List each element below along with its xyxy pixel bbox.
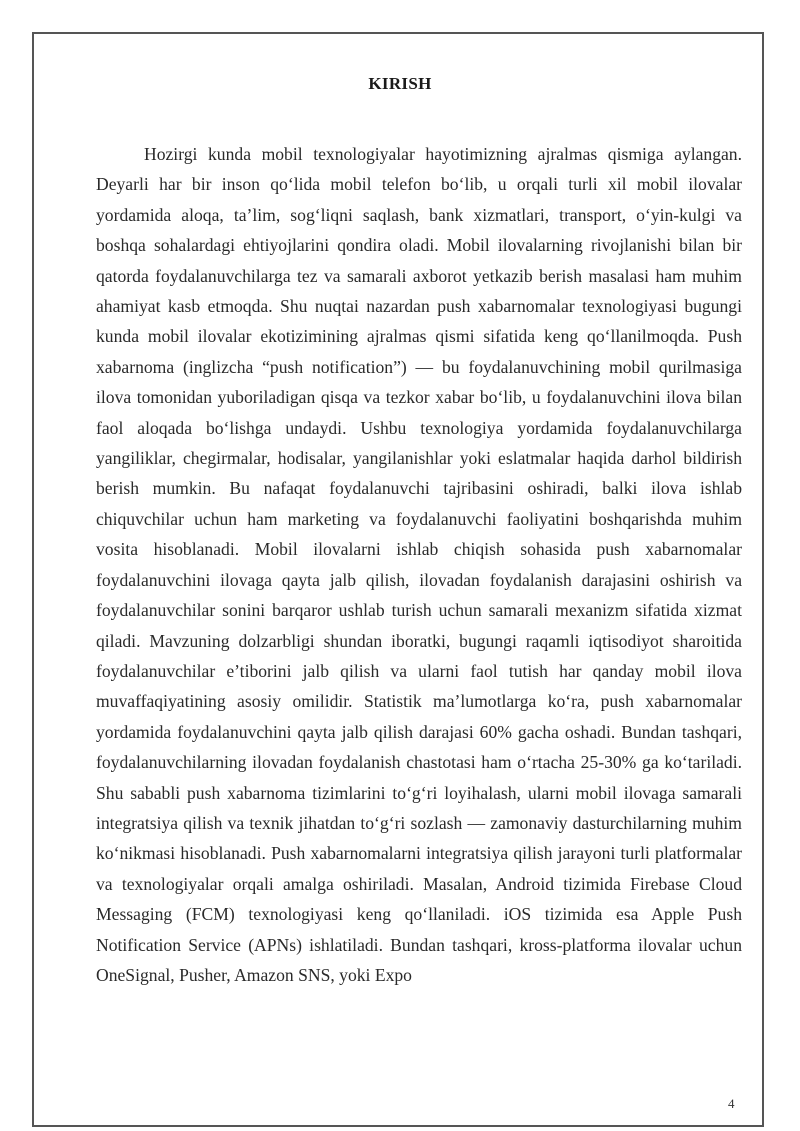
page-title: KIRISH — [368, 74, 432, 93]
body-paragraph: Hozirgi kunda mobil texnologiyalar hayotimizning ajralmas qismiga aylangan. Deyarli har bir inson qo‘lida mobil telefon bo‘lib, u orqali turli xil mobil ilovalar yordamida aloqa, ta’lim, sog‘liqni saqlash, bank xizmatlari, transport, o‘yin-kulgi va boshqa sohalardagi ehtiyojlarini qondira oladi. Mobil ilovalarning rivojlanishi bilan bir qatorda foydalanuvchilarga tez va samarali axborot yetkazib berish masalasi ham muhim ahamiyat kasb etmoqda. Shu nuqtai nazardan push xabarnomalar texnologiyasi bugungi kunda mobil ilovalar ekotizimining ajralmas qismi sifatida keng qo‘llanilmoqda. Push xabarnoma (inglizcha “push notification”) — bu foydalanuvchining mobil qurilmasiga ilova tomonidan yuboriladigan qisqa va tezkor xabar bo‘lib, u foydalanuvchini ilova bilan faol aloqada bo‘lishga undaydi. Ushbu texnologiya yordamida foydalanuvchilarga yangiliklar, chegirmalar, hodisalar, yangilanishlar yoki eslatmalar haqida darhol bildirish berish mumkin. Bu nafaqat foydalanuvchi tajribasini oshiradi, balki ilova ishlab chiquvchilar uchun ham marketing va foydalanuvchi faoliyatini boshqarishda muhim vosita hisoblanadi. Mobil ilovalarni ishlab chiqish sohasida push xabarnomalar foydalanuvchini ilovaga qayta jalb qilish, ilovadan foydalanish darajasini oshirish va foydalanuvchilar sonini barqaror ushlab turish uchun samarali mexanizm sifatida xizmat qiladi. Mavzuning dolzarbligi shundan iboratki, bugungi raqamli iqtisodiyot sharoitida foydalanuvchilar e’tiborini jalb qilish va ularni faol tutish har qanday mobil ilova muvaffaqiyatining asosiy omilidir. Statistik ma’lumotlarga ko‘ra, push xabarnomalar yordamida foydalanuvchini qayta jalb qilish darajasi 60% gacha oshadi. Bundan tashqari, foydalanuvchilarning ilovadan foydalanish chastotasi ham o‘rtacha 25-30% ga ko‘tariladi. Shu sababli push xabarnoma tizimlarini to‘g‘ri loyihalash, ularni mobil ilovaga samarali integratsiya qilish va texnik jihatdan to‘g‘ri sozlash — zamonaviy dasturchilarning muhim ko‘nikmasi hisoblanadi. Push xabarnomalarni integratsiya qilish jarayoni turli platformalar va texnologiyalar orqali amalga oshiriladi. Masalan, Android tizimida Firebase Cloud Messaging (FCM) texnologiyasi keng qo‘llaniladi. iOS tizimida esa Apple Push Notification Service (APNs) ishlatiladi. Bundan tashqari, kross-platforma ilovalar uchun OneSignal, Pusher, Amazon SNS, yoki Expo — [96, 144, 742, 985]
page-number: 4 — [728, 1096, 735, 1111]
